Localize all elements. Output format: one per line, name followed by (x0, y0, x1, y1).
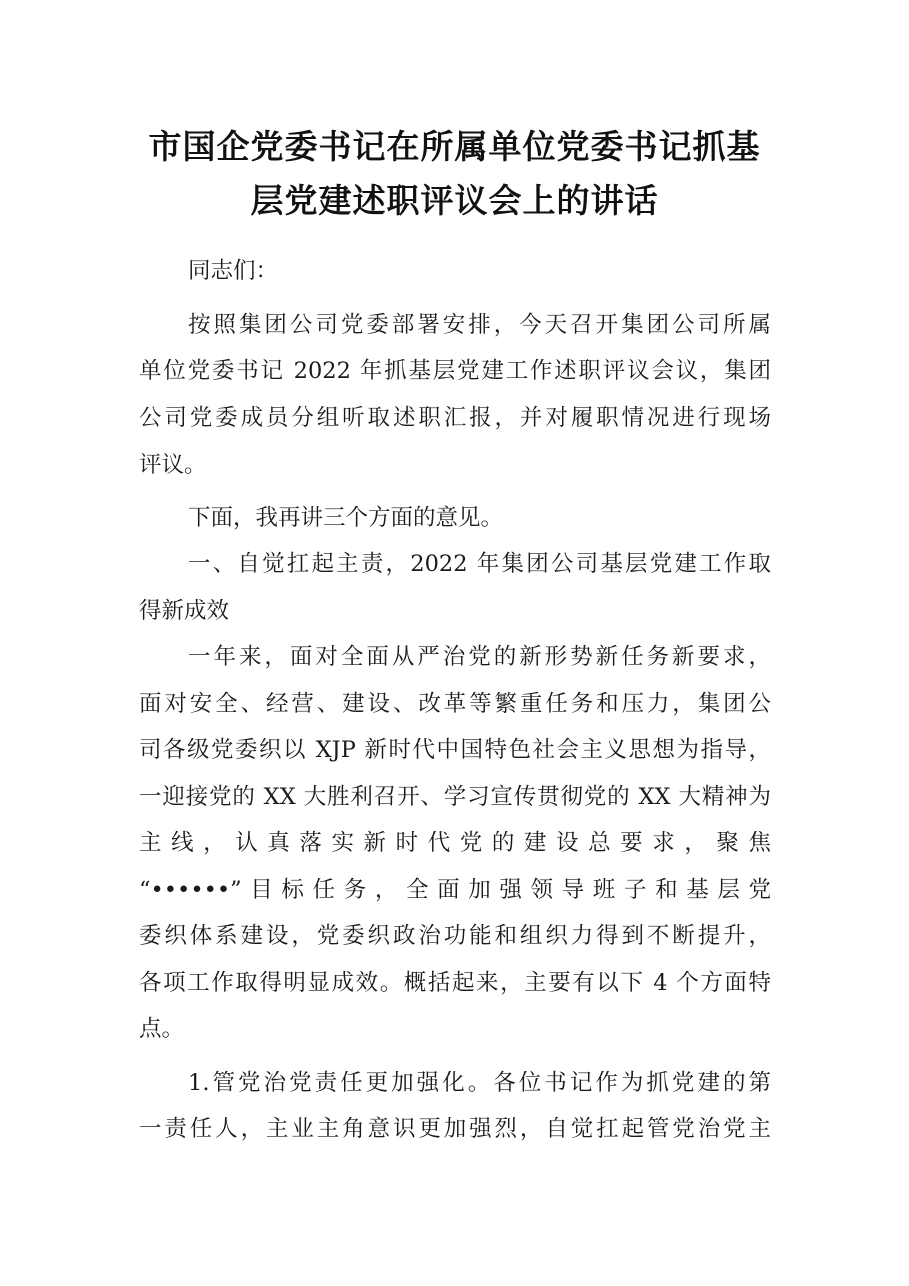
paragraph-line: 评议。 (139, 452, 207, 478)
section-heading-line: 一、自觉扛起主责，2022 年集团公司基层党建工作取 (188, 551, 771, 577)
title-line-2: 层党建述职评议会上的讲话 (250, 181, 659, 220)
paragraph-line: 面对安全、经营、建设、改革等繁重任务和压力，集团公 (139, 691, 771, 717)
title-line-1: 市国企党委书记在所属单位党委书记抓基 (148, 127, 761, 166)
paragraph-line: 主 线 ， 认 真 落 实 新 时 代 党 的 建 设 总 要 求 ， 聚 焦 (139, 830, 771, 856)
section-heading-line: 得新成效 (139, 598, 230, 624)
paragraph-line: “••••••”目标任务，全面加强领导班子和基层党 (139, 877, 771, 903)
salutation: 同志们： (188, 258, 279, 284)
paragraph-line: 各项工作取得明显成效。概括起来，主要有以下 4 个方面特 (139, 970, 771, 996)
document-title (100, 120, 809, 228)
paragraph-line: 公司党委成员分组听取述职汇报，并对履职情况进行现场 (139, 405, 771, 431)
paragraph-line: 下面，我再讲三个方面的意见。 (188, 505, 504, 531)
paragraph-line: 一迎接党的 XX 大胜利召开、学习宣传贯彻党的 XX 大精神为 (139, 784, 771, 810)
paragraph-line: 单位党委书记 2022 年抓基层党建工作述职评议会议，集团 (139, 358, 771, 384)
paragraph-line: 司各级党委织以 XJP 新时代中国特色社会主义思想为指导， (139, 737, 771, 763)
paragraph-line: 一年来，面对全面从严治党的新形势新任务新要求， (188, 644, 771, 670)
paragraph-line: 1.管党治党责任更加强化。各位书记作为抓党建的第 (188, 1070, 771, 1096)
paragraph-line: 委织体系建设，党委织政治功能和组织力得到不断提升， (139, 923, 771, 949)
paragraph-line: 一责任人，主业主角意识更加强烈，自觉扛起管党治党主 (139, 1116, 771, 1142)
paragraph-line: 按照集团公司党委部署安排，今天召开集团公司所属 (188, 312, 771, 338)
paragraph-line: 点。 (139, 1016, 185, 1042)
